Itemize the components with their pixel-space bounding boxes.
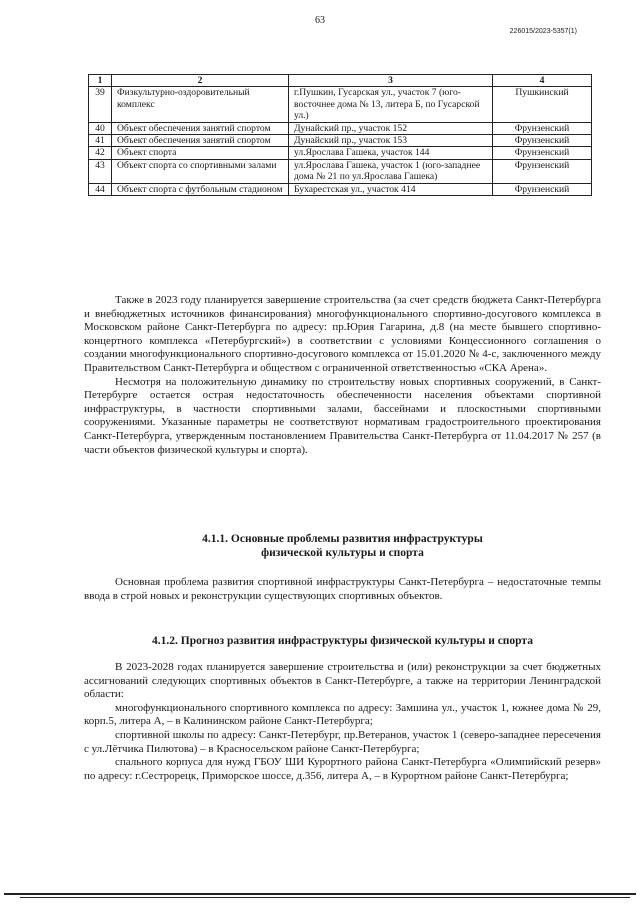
- table-header-row: [89, 75, 592, 87]
- object-name: Объект спорта со спортивными залами: [112, 159, 289, 183]
- object-name: Физкультурно-оздоровительный комплекс: [112, 87, 289, 122]
- page-number: 63: [315, 15, 325, 26]
- paragraph: Несмотря на положительную динамику по строительству новых спортивных сооружений, в Санкт-Петербурге остается острая недостаточность обеспеченности населения объектами спортивной инфраструктуры, в частности спортивными залами, бассейнами и плоскостными спортивными сооружениями. Указанные параметры не соответствуют нормативам градостроительного проектирования Санкт-Петербурга, утвержденным постановлением Правительства Санкт-Петербурга от 11.04.2017 № 257 (в части объектов физической культуры и спорта).: [84, 375, 601, 456]
- object-district: Фрунзенский: [493, 122, 592, 134]
- object-name: Объект спорта с футбольным стадионом: [112, 183, 289, 195]
- row-number: 40: [89, 122, 112, 134]
- document-id: 226015/2023-5357(1): [509, 28, 577, 35]
- object-address: Дунайский пр., участок 152: [289, 122, 493, 134]
- section-heading-4-1-2: [84, 634, 601, 648]
- row-number: 44: [89, 183, 112, 195]
- row-number: 42: [89, 147, 112, 159]
- table-row: [89, 147, 592, 159]
- paragraph: Также в 2023 году планируется завершение строительства (за счет средств бюджета Санкт-Петербурга и внебюджетных источников финансирования) многофункционального спортивно-досугового комплекса в Московском районе Санкт-Петербурга по адресу: пр.Юрия Гагарина, д.8 (на месте бывшего спортивно-концертного комплекса «Петербургский») в соответствии с условиями Концессионного соглашения о создании многофункционального спортивно-досугового комплекса от 15.01.2020 № 4-с, заключенного между Правительством Санкт-Петербурга и обществом с ограниченной ответственностью «СКА Арена».: [84, 294, 601, 374]
- column-header: 2: [112, 75, 289, 87]
- list-item: многофункционального спортивного комплекса по адресу: Замшина ул., участок 1, южнее дома № 29, корп.5, литера А, – в Калининском районе Санкт-Петербурга;: [84, 701, 601, 728]
- heading-line: физической культуры и спорта: [261, 547, 424, 559]
- footer-rule-thin: [20, 897, 630, 898]
- column-header: 3: [289, 75, 493, 87]
- row-number: 43: [89, 159, 112, 183]
- object-district: Фрунзенский: [493, 183, 592, 195]
- object-name: Объект спорта: [112, 147, 289, 159]
- section-heading-4-1-1: [84, 532, 601, 560]
- body-text-block-2: [84, 576, 601, 603]
- footer-rule: [4, 893, 636, 895]
- object-district: Фрунзенский: [493, 159, 592, 183]
- table-row: [89, 135, 592, 147]
- object-district: Фрунзенский: [493, 135, 592, 147]
- object-address: Дунайский пр., участок 153: [289, 135, 493, 147]
- object-name: Объект обеспечения занятий спортом: [112, 122, 289, 134]
- paragraph: В 2023-2028 годах планируется завершение строительства и (или) реконструкции за счет бюджетных ассигнований следующих спортивных объектов в Санкт-Петербурге, а также на территории Ленинградской области:: [84, 661, 601, 701]
- column-header: 1: [89, 75, 112, 87]
- list-item: спортивной школы по адресу: Санкт-Петербург, пр.Ветеранов, участок 1 (северо-западнее пересечения с ул.Лётчика Пилютова) – в Красносельском районе Санкт-Петербурга;: [84, 728, 601, 755]
- object-name: Объект обеспечения занятий спортом: [112, 135, 289, 147]
- column-header: 4: [493, 75, 592, 87]
- list-item: спального корпуса для нужд ГБОУ ШИ Курортного района Санкт-Петербурга «Олимпийский резерв» по адресу: г.Сестрорецк, Приморское шоссе, д.356, литера А, – в Курортном районе Санкт-Петербурга;: [84, 756, 601, 782]
- heading-line: 4.1.2. Прогноз развития инфраструктуры физической культуры и спорта: [152, 635, 533, 647]
- body-text-block-3: [84, 661, 601, 783]
- table-row: [89, 183, 592, 195]
- heading-line: 4.1.1. Основные проблемы развития инфраструктуры: [202, 533, 483, 545]
- table-row: [89, 122, 592, 134]
- row-number: 39: [89, 87, 112, 122]
- body-text-block-1: [84, 294, 601, 457]
- object-address: Бухарестская ул., участок 414: [289, 183, 493, 195]
- object-district: Фрунзенский: [493, 147, 592, 159]
- table-row: [89, 87, 592, 122]
- sports-objects-table: [88, 74, 592, 196]
- paragraph: Основная проблема развития спортивной инфраструктуры Санкт-Петербурга – недостаточные темпы ввода в строй новых и реконструкции существующих спортивных объектов.: [84, 576, 601, 602]
- object-address: г.Пушкин, Гусарская ул., участок 7 (юго-восточнее дома № 13, литера Б, по Гусарской ул.): [289, 87, 493, 122]
- row-number: 41: [89, 135, 112, 147]
- object-district: Пушкинский: [493, 87, 592, 122]
- object-address: ул.Ярослава Гашека, участок 1 (юго-западнее дома № 21 по ул.Ярослава Гашека): [289, 159, 493, 183]
- object-address: ул.Ярослава Гашека, участок 144: [289, 147, 493, 159]
- table-row: [89, 159, 592, 183]
